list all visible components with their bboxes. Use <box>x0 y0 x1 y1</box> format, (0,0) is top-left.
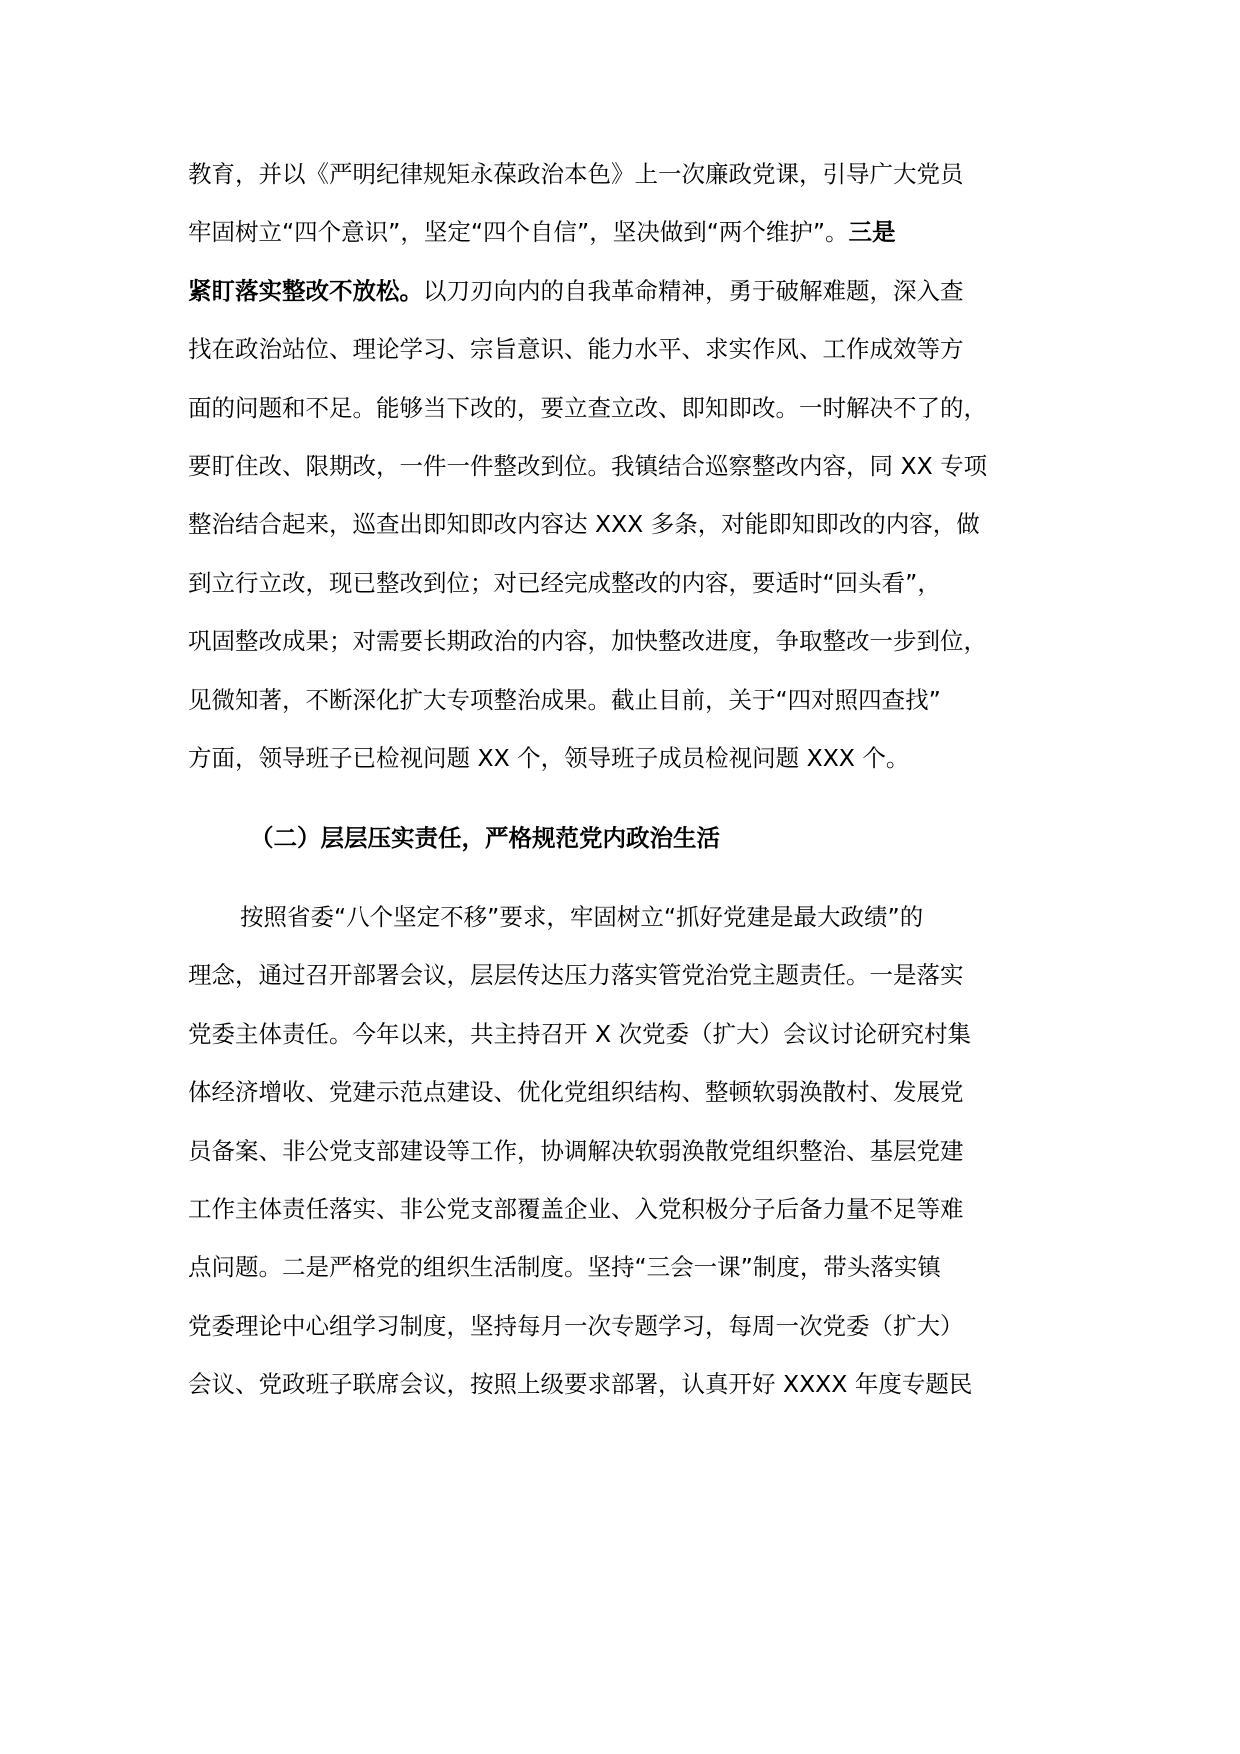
paragraph-line: 体经济增收、党建示范点建设、优化党组织结构、整顿软弱涣散村、发展党 <box>188 1078 964 1106</box>
paragraph-line: 到立行立改，现已整改到位；对已经完成整改的内容，要适时“回头看”， <box>188 569 941 597</box>
line-text: 牢固树立“四个意识”，坚定“四个自信”，坚决做到“两个维护”。 <box>188 218 849 246</box>
bold-lead-in: 紧盯落实整改不放松。 <box>188 277 423 305</box>
paragraph-line: 党委理论中心组学习制度，坚持每月一次专题学习，每周一次党委（扩大） <box>188 1312 964 1340</box>
paragraph-line: 方面，领导班子已检视问题 XX 个，领导班子成员检视问题 XXX 个。 <box>188 744 910 772</box>
paragraph-line <box>188 212 1088 252</box>
paragraph-line: 按照省委“八个坚定不移”要求，牢固树立“抓好党建是最大政绩”的 <box>240 903 924 931</box>
paragraph-line: 点问题。二是严格党的组织生活制度。坚持“三会一课”制度，带头落实镇 <box>188 1253 941 1281</box>
paragraph-line: 找在政治站位、理论学习、宗旨意识、能力水平、求实作风、工作成效等方 <box>188 335 964 363</box>
paragraph-line: 要盯住改、限期改，一件一件整改到位。我镇结合巡察整改内容，同 XX 专项 <box>188 452 988 480</box>
paragraph-line: 工作主体责任落实、非公党支部覆盖企业、入党积极分子后备力量不足等难 <box>188 1195 964 1223</box>
paragraph-line: 会议、党政班子联席会议，按照上级要求部署，认真开好 XXXX 年度专题民 <box>188 1370 973 1398</box>
paragraph-line: 面的问题和不足。能够当下改的，要立查立改、即知即改。一时解决不了的， <box>188 394 987 422</box>
line-text: 以刀刃向内的自我革命精神，勇于破解难题，深入查 <box>423 277 964 305</box>
paragraph-line: 员备案、非公党支部建设等工作，协调解决软弱涣散党组织整治、基层党建 <box>188 1137 964 1165</box>
paragraph-line: 巩固整改成果；对需要长期政治的内容，加快整改进度，争取整改一步到位， <box>188 627 987 655</box>
paragraph-line: 教育，并以《严明纪律规矩永葆政治本色》上一次廉政党课，引导广大党员 <box>188 160 964 188</box>
section-heading: （二）层层压实责任，严格规范党内政治生活 <box>250 824 720 852</box>
paragraph-line: 党委主体责任。今年以来，共主持召开 X 次党委（扩大）会议讨论研究村集 <box>188 1020 972 1048</box>
paragraph-line: 理念，通过召开部署会议，层层传达压力落实管党治党主题责任。一是落实 <box>188 961 964 989</box>
bold-lead-in: 三是 <box>848 218 896 246</box>
paragraph-line: 见微知著，不断深化扩大专项整治成果。截止目前，关于“四对照四查找” <box>188 686 941 714</box>
paragraph-line <box>188 271 1088 311</box>
paragraph-line: 整治结合起来，巡查出即知即改内容达 XXX 多条，对能即知即改的内容，做 <box>188 510 980 538</box>
